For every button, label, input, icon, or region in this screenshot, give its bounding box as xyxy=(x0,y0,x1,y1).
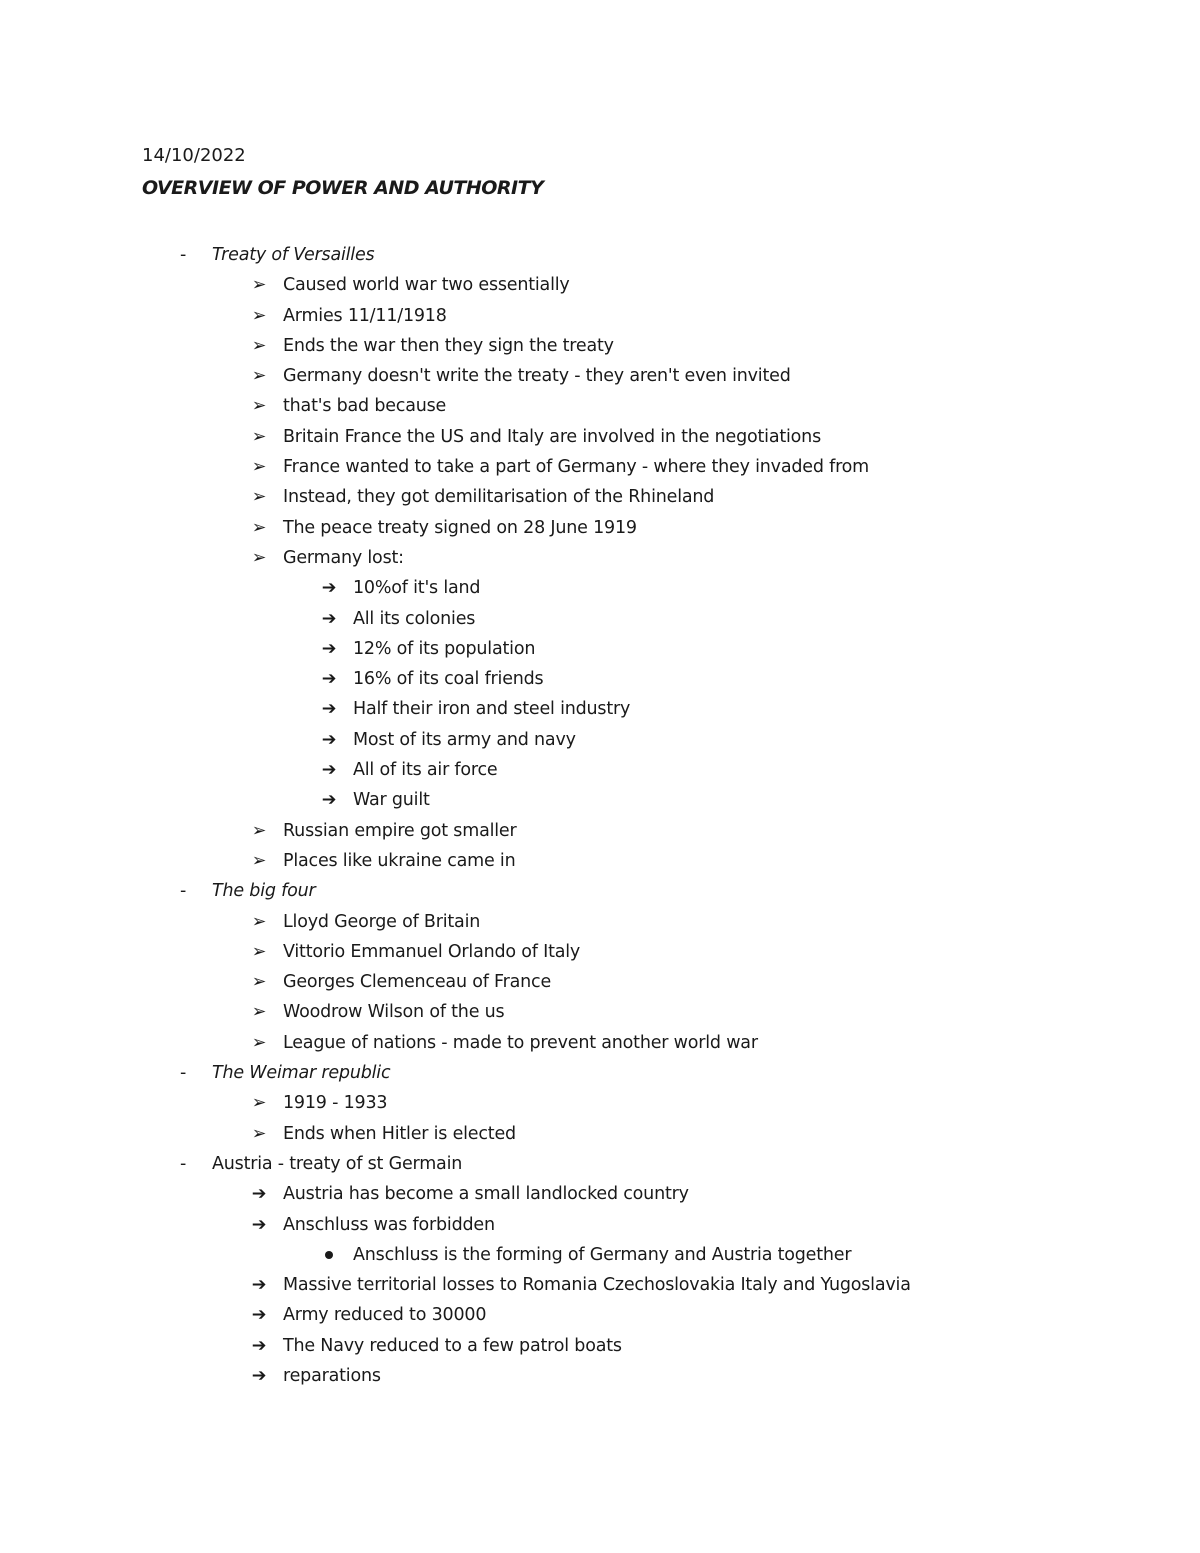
list-item-text: that's bad because xyxy=(283,396,447,417)
sub-list-item xyxy=(0,664,1200,694)
document-title: OVERVIEW OF POWER AND AUTHORITY xyxy=(142,177,544,199)
list-item-text: Massive territorial losses to Romania Czechoslovakia Italy and Yugoslavia xyxy=(283,1275,911,1296)
list-item-text: Woodrow Wilson of the us xyxy=(283,1002,505,1023)
arrow-bullet-icon: ➔ xyxy=(321,699,337,720)
list-item xyxy=(0,1210,1200,1240)
arrowhead-bullet-icon: ➢ xyxy=(251,335,267,356)
dot-bullet-icon xyxy=(316,1240,342,1270)
sub-list-item xyxy=(0,1240,1200,1270)
list-item-text: Georges Clemenceau of France xyxy=(283,972,552,993)
dash-bullet: - xyxy=(179,1063,187,1084)
list-item-text: Army reduced to 30000 xyxy=(283,1305,487,1326)
sub-list-item xyxy=(0,634,1200,664)
section-heading-row xyxy=(0,876,1200,906)
list-item xyxy=(0,1300,1200,1330)
sub-list-item-text: Most of its army and navy xyxy=(353,729,576,750)
arrow-bullet-icon: ➔ xyxy=(251,1275,267,1296)
arrowhead-bullet-icon: ➢ xyxy=(251,941,267,962)
arrowhead-bullet-icon: ➢ xyxy=(251,305,267,326)
list-item xyxy=(0,907,1200,937)
arrowhead-bullet-icon: ➢ xyxy=(251,972,267,993)
list-item-text: Ends when Hitler is elected xyxy=(283,1123,516,1144)
list-item xyxy=(0,452,1200,482)
arrow-bullet-icon: ➔ xyxy=(321,669,337,690)
sub-list-item-text: All of its air force xyxy=(353,760,498,781)
sub-list-item-text: All its colonies xyxy=(353,608,476,629)
section-heading: Treaty of Versailles xyxy=(212,245,375,265)
list-item xyxy=(0,391,1200,421)
arrowhead-bullet-icon: ➢ xyxy=(251,366,267,387)
list-item-text: France wanted to take a part of Germany - where they invaded from xyxy=(283,457,870,478)
sub-list-item-text: 10%of it's land xyxy=(353,578,481,599)
list-item xyxy=(0,1270,1200,1300)
arrowhead-bullet-icon: ➢ xyxy=(251,1093,267,1114)
section-heading: Austria - treaty of st Germain xyxy=(212,1153,463,1174)
list-item xyxy=(0,1028,1200,1058)
sub-list-item xyxy=(0,694,1200,724)
list-item xyxy=(0,513,1200,543)
section-heading: The big four xyxy=(212,881,316,902)
list-item xyxy=(0,482,1200,512)
list-item-text: The Navy reduced to a few patrol boats xyxy=(283,1335,622,1356)
list-item-text: Austria has become a small landlocked country xyxy=(283,1184,689,1205)
arrow-bullet-icon: ➔ xyxy=(321,729,337,750)
list-item-text: Ends the war then they sign the treaty xyxy=(283,335,614,356)
arrowhead-bullet-icon: ➢ xyxy=(251,547,267,568)
sub-list-item-text: Half their iron and steel industry xyxy=(353,699,631,720)
list-item-text: Germany doesn't write the treaty - they aren't even invited xyxy=(283,366,791,387)
arrow-bullet-icon: ➔ xyxy=(251,1184,267,1205)
arrowhead-bullet-icon: ➢ xyxy=(251,1032,267,1053)
list-item-text: The peace treaty signed on 28 June 1919 xyxy=(283,517,637,538)
sub-list-item-text: 12% of its population xyxy=(353,638,536,659)
arrow-bullet-icon: ➔ xyxy=(251,1365,267,1386)
arrowhead-bullet-icon: ➢ xyxy=(251,820,267,841)
list-item-text: Russian empire got smaller xyxy=(283,820,517,841)
list-item-text: Britain France the US and Italy are involved in the negotiations xyxy=(283,426,821,447)
list-item xyxy=(0,543,1200,573)
sub-list-item xyxy=(0,573,1200,603)
dash-bullet: - xyxy=(179,1153,187,1174)
list-item-text: Instead, they got demilitarisation of the Rhineland xyxy=(283,487,715,508)
list-item-text: Places like ukraine came in xyxy=(283,850,516,871)
sub-list-item-text: Anschluss is the forming of Germany and Austria together xyxy=(353,1244,852,1265)
list-item xyxy=(0,1088,1200,1118)
list-item xyxy=(0,422,1200,452)
arrowhead-bullet-icon: ➢ xyxy=(251,487,267,508)
arrowhead-bullet-icon: ➢ xyxy=(251,457,267,478)
arrow-bullet-icon: ➔ xyxy=(321,578,337,599)
list-item-text: League of nations - made to prevent another world war xyxy=(283,1032,758,1053)
arrow-bullet-icon: ➔ xyxy=(251,1305,267,1326)
section-heading: The Weimar republic xyxy=(212,1063,391,1084)
list-item-text: reparations xyxy=(283,1365,381,1386)
list-item-text: Germany lost: xyxy=(283,547,404,568)
list-item xyxy=(0,816,1200,846)
arrowhead-bullet-icon: ➢ xyxy=(251,396,267,417)
sub-list-item xyxy=(0,755,1200,785)
list-item xyxy=(0,270,1200,300)
list-item xyxy=(0,967,1200,997)
list-item-text: Caused world war two essentially xyxy=(283,275,570,296)
list-item xyxy=(0,846,1200,876)
list-item-text: Vittorio Emmanuel Orlando of Italy xyxy=(283,941,581,962)
list-item xyxy=(0,937,1200,967)
list-item-text: Anschluss was forbidden xyxy=(283,1214,495,1235)
arrow-bullet-icon: ➔ xyxy=(321,608,337,629)
sub-list-item xyxy=(0,725,1200,755)
sub-list-item-text: War guilt xyxy=(353,790,430,811)
arrowhead-bullet-icon: ➢ xyxy=(251,911,267,932)
dash-bullet: - xyxy=(179,881,187,902)
arrowhead-bullet-icon: ➢ xyxy=(251,275,267,296)
list-item xyxy=(0,331,1200,361)
list-item xyxy=(0,1179,1200,1209)
sub-list-item xyxy=(0,785,1200,815)
list-item xyxy=(0,1119,1200,1149)
list-item xyxy=(0,1331,1200,1361)
arrowhead-bullet-icon: ➢ xyxy=(251,1002,267,1023)
sub-list-item-text: 16% of its coal friends xyxy=(353,669,544,690)
sub-list-item xyxy=(0,604,1200,634)
list-item xyxy=(0,1361,1200,1391)
arrow-bullet-icon: ➔ xyxy=(251,1214,267,1235)
list-item xyxy=(0,997,1200,1027)
list-item xyxy=(0,361,1200,391)
section-heading-row xyxy=(0,1058,1200,1088)
arrowhead-bullet-icon: ➢ xyxy=(251,426,267,447)
notes-outline xyxy=(0,240,1200,1391)
list-item-text: 1919 - 1933 xyxy=(283,1093,388,1114)
arrow-bullet-icon: ➔ xyxy=(251,1335,267,1356)
list-item-text: Armies 11/11/1918 xyxy=(283,305,447,326)
list-item xyxy=(0,301,1200,331)
arrow-bullet-icon: ➔ xyxy=(321,790,337,811)
document-date: 14/10/2022 xyxy=(142,145,246,166)
arrowhead-bullet-icon: ➢ xyxy=(251,1123,267,1144)
list-item-text: Lloyd George of Britain xyxy=(283,911,481,932)
section-heading-row xyxy=(0,1149,1200,1179)
arrow-bullet-icon: ➔ xyxy=(321,638,337,659)
section-heading-row xyxy=(0,240,1200,270)
arrow-bullet-icon: ➔ xyxy=(321,760,337,781)
arrowhead-bullet-icon: ➢ xyxy=(251,850,267,871)
arrowhead-bullet-icon: ➢ xyxy=(251,517,267,538)
dash-bullet: - xyxy=(179,245,187,265)
